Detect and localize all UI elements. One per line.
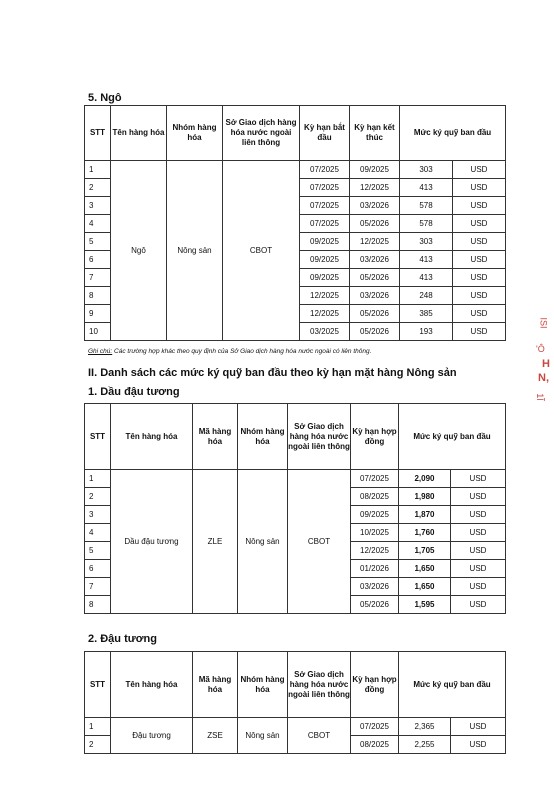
margin-currency: USD bbox=[451, 718, 506, 736]
term-start: 07/2025 bbox=[300, 161, 350, 179]
header-product: Tên hàng hóa bbox=[111, 404, 193, 470]
margin-amount: 2,255 bbox=[399, 736, 451, 754]
margin-currency: USD bbox=[453, 287, 506, 305]
margin-amount: 413 bbox=[400, 251, 453, 269]
section-2-title: II. Danh sách các mức ký quỹ ban đầu theo kỳ hạn mặt hàng Nông sản bbox=[88, 367, 457, 379]
row-stt: 4 bbox=[85, 524, 111, 542]
row-stt: 6 bbox=[85, 560, 111, 578]
product-group: Nông sản bbox=[167, 161, 223, 341]
row-stt: 6 bbox=[85, 251, 111, 269]
contract-term: 08/2025 bbox=[351, 488, 399, 506]
product-name: Dầu đậu tương bbox=[111, 470, 193, 614]
term-end: 03/2026 bbox=[350, 287, 400, 305]
term-end: 03/2026 bbox=[350, 251, 400, 269]
header-product: Tên hàng hóa bbox=[111, 106, 167, 161]
header-stt: STT bbox=[85, 404, 111, 470]
row-stt: 5 bbox=[85, 542, 111, 560]
margin-amount: 1,870 bbox=[399, 506, 451, 524]
contract-term: 10/2025 bbox=[351, 524, 399, 542]
margin-amount: 1,595 bbox=[399, 596, 451, 614]
contract-term: 01/2026 bbox=[351, 560, 399, 578]
row-stt: 7 bbox=[85, 269, 111, 287]
margin-amount: 1,980 bbox=[399, 488, 451, 506]
term-start: 03/2025 bbox=[300, 323, 350, 341]
header-margin: Mức ký quỹ ban đầu bbox=[399, 652, 506, 718]
exchange-name: CBOT bbox=[288, 470, 351, 614]
margin-currency: USD bbox=[453, 215, 506, 233]
product-group: Nông sản bbox=[238, 470, 288, 614]
product-name: Ngô bbox=[111, 161, 167, 341]
term-end: 09/2025 bbox=[350, 161, 400, 179]
header-start: Kỳ hạn bắt đầu bbox=[300, 106, 350, 161]
contract-term: 07/2025 bbox=[351, 470, 399, 488]
margin-currency: USD bbox=[453, 323, 506, 341]
stamp-fragment bbox=[532, 300, 554, 420]
stamp-line: H bbox=[542, 358, 550, 370]
margin-amount: 1,650 bbox=[399, 560, 451, 578]
margin-currency: USD bbox=[451, 524, 506, 542]
margin-amount: 413 bbox=[400, 179, 453, 197]
term-end: 05/2026 bbox=[350, 215, 400, 233]
table-row bbox=[85, 470, 506, 488]
margin-currency: USD bbox=[453, 197, 506, 215]
term-start: 12/2025 bbox=[300, 287, 350, 305]
margin-amount: 248 bbox=[400, 287, 453, 305]
stamp-line: 'Ô bbox=[536, 344, 545, 354]
footnote-label: Ghi chú: bbox=[88, 348, 113, 355]
margin-currency: USD bbox=[451, 578, 506, 596]
header-exchange: Sở Giao dịch hàng hóa nước ngoài liên thông bbox=[288, 652, 351, 718]
product-name: Đậu tương bbox=[111, 718, 193, 754]
exchange-name: CBOT bbox=[288, 718, 351, 754]
subsection-1-title: 1. Dầu đậu tương bbox=[88, 386, 180, 398]
term-end: 12/2025 bbox=[350, 233, 400, 251]
margin-currency: USD bbox=[451, 542, 506, 560]
term-end: 12/2025 bbox=[350, 179, 400, 197]
margin-currency: USD bbox=[453, 179, 506, 197]
margin-amount: 303 bbox=[400, 233, 453, 251]
contract-term: 05/2026 bbox=[351, 596, 399, 614]
row-stt: 10 bbox=[85, 323, 111, 341]
row-stt: 9 bbox=[85, 305, 111, 323]
product-code: ZSE bbox=[193, 718, 238, 754]
term-start: 09/2025 bbox=[300, 233, 350, 251]
margin-amount: 578 bbox=[400, 215, 453, 233]
term-start: 09/2025 bbox=[300, 251, 350, 269]
header-stt: STT bbox=[85, 652, 111, 718]
row-stt: 1 bbox=[85, 718, 111, 736]
margin-currency: USD bbox=[451, 470, 506, 488]
header-group: Nhóm hàng hóa bbox=[238, 404, 288, 470]
margin-amount: 1,650 bbox=[399, 578, 451, 596]
footnote-text: Các trường hợp khác theo quy định của Sở Giao dịch hàng hóa nước ngoài có liên thông. bbox=[112, 348, 372, 355]
margin-amount: 2,090 bbox=[399, 470, 451, 488]
row-stt: 2 bbox=[85, 179, 111, 197]
margin-amount: 193 bbox=[400, 323, 453, 341]
header-exchange: Sở Giao dịch hàng hóa nước ngoài liên thông bbox=[223, 106, 300, 161]
margin-amount: 578 bbox=[400, 197, 453, 215]
margin-currency: USD bbox=[453, 233, 506, 251]
header-group: Nhóm hàng hóa bbox=[167, 106, 223, 161]
header-exchange: Sở Giao dịch hàng hóa nước ngoài liên thông bbox=[288, 404, 351, 470]
term-end: 05/2026 bbox=[350, 323, 400, 341]
header-group: Nhóm hàng hóa bbox=[238, 652, 288, 718]
table-row bbox=[85, 718, 506, 736]
stamp-line: ISI bbox=[538, 317, 549, 329]
contract-term: 12/2025 bbox=[351, 542, 399, 560]
row-stt: 8 bbox=[85, 596, 111, 614]
footnote bbox=[88, 348, 371, 355]
stamp-line: N, bbox=[538, 372, 549, 384]
exchange-name: CBOT bbox=[223, 161, 300, 341]
margin-currency: USD bbox=[453, 305, 506, 323]
soybean-margin-table bbox=[84, 651, 506, 754]
row-stt: 4 bbox=[85, 215, 111, 233]
term-end: 05/2026 bbox=[350, 269, 400, 287]
term-start: 07/2025 bbox=[300, 179, 350, 197]
header-code: Mã hàng hóa bbox=[193, 404, 238, 470]
term-start: 07/2025 bbox=[300, 215, 350, 233]
section-5-title: 5. Ngô bbox=[88, 92, 122, 104]
term-end: 05/2026 bbox=[350, 305, 400, 323]
row-stt: 8 bbox=[85, 287, 111, 305]
contract-term: 07/2025 bbox=[351, 718, 399, 736]
header-stt: STT bbox=[85, 106, 111, 161]
margin-currency: USD bbox=[453, 269, 506, 287]
row-stt: 7 bbox=[85, 578, 111, 596]
header-margin: Mức ký quỹ ban đầu bbox=[399, 404, 506, 470]
header-margin: Mức ký quỹ ban đầu bbox=[400, 106, 506, 161]
header-term: Kỳ hạn hợp đồng bbox=[351, 404, 399, 470]
row-stt: 5 bbox=[85, 233, 111, 251]
header-code: Mã hàng hóa bbox=[193, 652, 238, 718]
margin-currency: USD bbox=[451, 596, 506, 614]
contract-term: 08/2025 bbox=[351, 736, 399, 754]
row-stt: 2 bbox=[85, 488, 111, 506]
term-start: 09/2025 bbox=[300, 269, 350, 287]
margin-currency: USD bbox=[451, 736, 506, 754]
margin-currency: USD bbox=[451, 488, 506, 506]
soybean-oil-margin-table bbox=[84, 403, 506, 614]
row-stt: 3 bbox=[85, 506, 111, 524]
margin-currency: USD bbox=[453, 251, 506, 269]
margin-amount: 303 bbox=[400, 161, 453, 179]
row-stt: 1 bbox=[85, 470, 111, 488]
term-start: 07/2025 bbox=[300, 197, 350, 215]
margin-amount: 1,760 bbox=[399, 524, 451, 542]
margin-currency: USD bbox=[453, 161, 506, 179]
stamp-line: 1Ĩ bbox=[534, 393, 545, 401]
header-end: Kỳ hạn kết thúc bbox=[350, 106, 400, 161]
row-stt: 1 bbox=[85, 161, 111, 179]
margin-amount: 385 bbox=[400, 305, 453, 323]
margin-amount: 2,365 bbox=[399, 718, 451, 736]
term-start: 12/2025 bbox=[300, 305, 350, 323]
contract-term: 09/2025 bbox=[351, 506, 399, 524]
table-row bbox=[85, 161, 506, 179]
header-term: Kỳ hạn hợp đồng bbox=[351, 652, 399, 718]
term-end: 03/2026 bbox=[350, 197, 400, 215]
contract-term: 03/2026 bbox=[351, 578, 399, 596]
subsection-2-title: 2. Đậu tương bbox=[88, 633, 157, 645]
row-stt: 3 bbox=[85, 197, 111, 215]
header-product: Tên hàng hóa bbox=[111, 652, 193, 718]
row-stt: 2 bbox=[85, 736, 111, 754]
margin-currency: USD bbox=[451, 506, 506, 524]
margin-currency: USD bbox=[451, 560, 506, 578]
margin-amount: 1,705 bbox=[399, 542, 451, 560]
product-group: Nông sản bbox=[238, 718, 288, 754]
corn-margin-table bbox=[84, 105, 506, 341]
margin-amount: 413 bbox=[400, 269, 453, 287]
product-code: ZLE bbox=[193, 470, 238, 614]
